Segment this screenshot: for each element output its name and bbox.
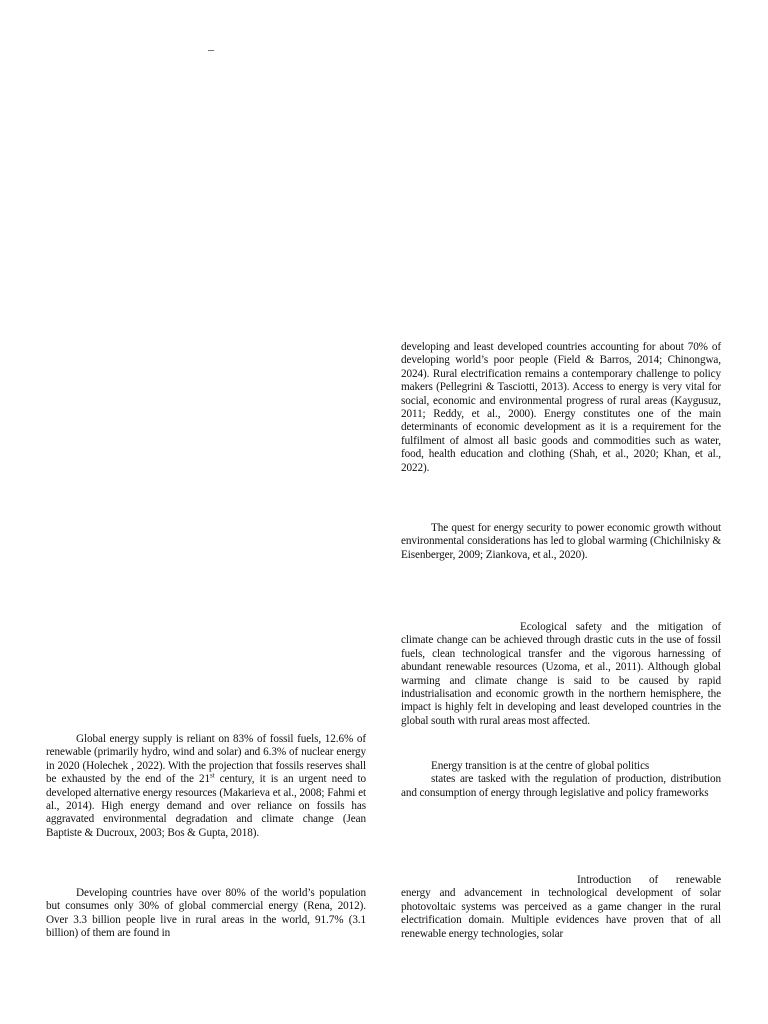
right-paragraph-3: Ecological safety and the mitigation of climate change can be achieved through drastic cuts in the use of fossil fuels, clean technological transfer and the vigorous harnessing of abundant renewable resources (Uzoma, et al., 2011). Although global warming and climate change is said to be caused by rapid industrialisation and economic growth in the northern hemisphere, the impact is highly felt in developing and least developed countries in the global south with rural areas most affected. [401, 621, 721, 727]
left-paragraph-2: Developing countries have over 80% of the world’s population but consumes only 30% of global commercial energy (Rena, 2012). Over 3.3 billion people live in rural areas in the world, 91.7% (3.1 billion) of them are found in [46, 887, 366, 940]
right-p4-rest: states are tasked with the regulation of production, distribution and consumption of energy through legislative and policy frameworks [401, 773, 721, 799]
right-paragraph-4 [401, 760, 721, 800]
right-paragraph-1: developing and least developed countries accounting for about 70% of developing world’s poor people (Field & Barros, 2014; Chinongwa, 2024). Rural electrification remains a contemporary challenge to policy makers (Pellegrini & Tasciotti, 2013). Access to energy is very vital for social, economic and environmental progress of rural areas (Kaygusuz, 2011; Reddy, et al., 2000). Energy constitutes one of the main determinants of economic development as it is a requirement for the fulfilment of almost all basic goods and commodities such as water, food, health education and clothing (Shah, et al., 2020; Khan, et al., 2022). [401, 341, 721, 474]
right-paragraph-2: The quest for energy security to power economic growth without environmental considerations has led to global warming (Chichilnisky & Eisenberger, 2009; Ziankova, et al., 2020). [401, 522, 721, 561]
right-p4-line-1: Energy transition is at the centre of global politics [431, 760, 650, 772]
right-paragraph-5: Introduction of renewable energy and advancement in technological development of solar photovoltaic systems was perceived as a game changer in the rural electrification domain. Multiple evidences have proven that of all renewable energy technologies, solar [401, 874, 721, 940]
header-dash: – [208, 42, 214, 56]
left-p1-text-a: Global energy supply is reliant on 83% of fossil fuels, 12.6% of renewable (primarily hydro, wind and solar) and 6.3% of nuclear energy in 2020 (Holechek , 2022). With the projection that fossils reserves shall be exhausted by the end of the 21 [46, 733, 366, 786]
left-p1-text-b: century, it is an urgent need to developed alternative energy resources (Makarieva et al., 2008; Fahmi et al., 2014). High energy demand and over reliance on fossils has aggravated environmental degradation and climate change (Jean Baptiste & Ducroux, 2003; Bos & Gupta, 2018). [46, 773, 366, 839]
left-p1-superscript: st [209, 771, 215, 780]
left-paragraph-1 [46, 733, 366, 840]
